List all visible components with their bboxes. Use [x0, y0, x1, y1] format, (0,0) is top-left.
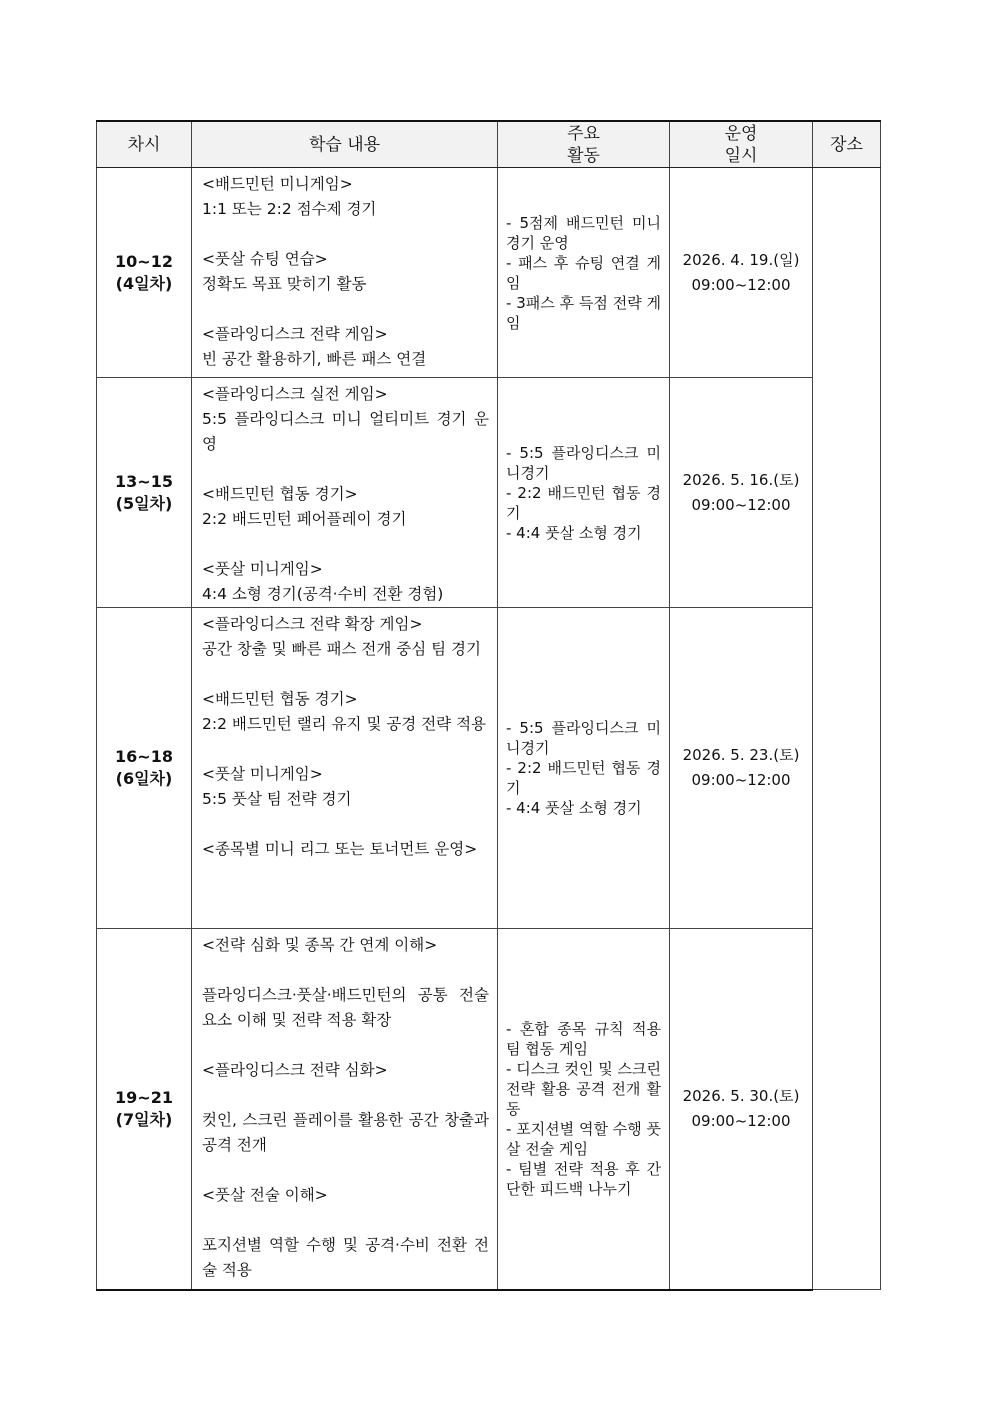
activity-item: - 4:4 풋살 소형 경기: [506, 799, 642, 817]
header-content: 학습 내용: [192, 121, 498, 168]
session-order-text: (6일차): [115, 769, 173, 788]
learning-content: [192, 608, 498, 929]
operation-date: 2026. 5. 23.(토): [682, 746, 800, 764]
table-row: [97, 378, 881, 608]
content-line: 컷인, 스크린 플레이를 활용한 공간 창출과 공격 전개: [202, 1111, 494, 1154]
session-order-text: (5일차): [115, 493, 173, 513]
operation-time: 09:00~12:00: [691, 771, 791, 789]
content-line: <플라잉디스크 전략 심화>: [202, 1061, 388, 1079]
content-line: <종목별 미니 리그 또는 토너먼트 운영>: [202, 840, 478, 858]
activity-item: - 혼합 종목 규칙 적용 팀 협동 게임: [506, 1019, 666, 1058]
table-row: [97, 929, 881, 1290]
learning-content: [192, 929, 498, 1290]
activity-item: - 3패스 후 득점 전략 게임: [506, 293, 661, 332]
operation-date: 2026. 5. 30.(토): [682, 1086, 800, 1105]
operation-time: 09:00~12:00: [691, 1111, 791, 1130]
learning-content: [192, 378, 498, 608]
activity-item: - 5:5 플라잉디스크 미니경기: [506, 443, 661, 482]
table-header-row: [97, 121, 881, 168]
content-line: <풋살 슈팅 연습>: [202, 250, 328, 268]
main-activity: [498, 378, 670, 608]
content-line: 5:5 플라잉디스크 미니 얼티미트 경기 운영: [202, 410, 489, 453]
operation-datetime: [670, 378, 813, 608]
main-activity: [498, 608, 670, 929]
content-line: 2:2 배드민턴 랠리 유지 및 공경 전략 적용: [202, 715, 487, 733]
operation-date: 2026. 5. 16.(토): [682, 470, 800, 489]
content-line: <플라잉디스크 실전 게임>: [202, 385, 388, 403]
learning-content: [192, 168, 498, 378]
table-row: [97, 608, 881, 929]
content-line: <배드민턴 협동 경기>: [202, 485, 358, 503]
table-row: [97, 168, 881, 378]
content-line: 공간 창출 및 빠른 패스 전개 중심 팀 경기: [202, 640, 481, 658]
activity-item: - 2:2 배드민턴 협동 경기: [506, 483, 661, 522]
session-order: [97, 378, 192, 608]
content-line: 플라잉디스크·풋살·배드민턴의 공통 전술 요소 이해 및 전략 적용 확장: [202, 986, 494, 1029]
content-line: 2:2 배드민턴 페어플레이 경기: [202, 510, 407, 528]
content-line: <풋살 전술 이해>: [202, 1186, 328, 1204]
content-line: 4:4 소형 경기(공격·수비 전환 경험): [202, 585, 444, 603]
activity-item: - 5점제 배드민턴 미니경기 운영: [506, 213, 661, 252]
operation-time: 09:00~12:00: [691, 495, 791, 514]
operation-datetime: [670, 929, 813, 1290]
session-order: [97, 608, 192, 929]
session-order: [97, 929, 192, 1290]
activity-item: - 2:2 배드민턴 협동 경기: [506, 759, 661, 797]
activity-item: - 4:4 풋살 소형 경기: [506, 523, 642, 542]
activity-item: - 5:5 플라잉디스크 미니경기: [506, 719, 661, 757]
schedule-table: [96, 120, 881, 1291]
operation-date: 2026. 4. 19.(일): [682, 250, 800, 269]
activity-item: - 디스크 컷인 및 스크린 전략 활용 공격 전개 활동: [506, 1059, 666, 1118]
content-line: <플라잉디스크 전략 게임>: [202, 325, 388, 343]
content-line: 포지션별 역할 수행 및 공격·수비 전환 전술 적용: [202, 1236, 489, 1279]
content-line: <풋살 미니게임>: [202, 765, 323, 783]
content-line: 정확도 목표 맞히기 활동: [202, 275, 367, 293]
activity-item: - 팀별 전략 적용 후 간단한 피드백 나누기: [506, 1159, 661, 1198]
session-order-text: 16~18: [115, 747, 173, 766]
main-activity: [498, 929, 670, 1290]
header-activity: 주요 활동: [498, 121, 670, 168]
session-order-text: 13~15: [115, 471, 173, 491]
content-line: 1:1 또는 2:2 점수제 경기: [202, 200, 377, 218]
content-line: 빈 공간 활용하기, 빠른 패스 연결: [202, 350, 427, 368]
activity-item: - 포지션별 역할 수행 풋살 전술 게임: [506, 1119, 661, 1158]
session-order-text: 10~12: [115, 251, 173, 271]
main-activity: [498, 168, 670, 378]
session-order-text: 19~21: [115, 1087, 173, 1107]
session-order: [97, 168, 192, 378]
content-line: <전략 심화 및 종목 간 연계 이해>: [202, 936, 438, 954]
operation-time: 09:00~12:00: [691, 275, 791, 294]
content-line: <풋살 미니게임>: [202, 560, 323, 578]
header-place: 장소: [813, 121, 881, 168]
operation-datetime: [670, 168, 813, 378]
operation-datetime: [670, 608, 813, 929]
place-cell: [813, 168, 881, 1290]
session-order-text: (4일차): [115, 273, 173, 293]
content-line: <배드민턴 협동 경기>: [202, 690, 358, 708]
content-line: <플라잉디스크 전략 확장 게임>: [202, 615, 423, 633]
activity-item: - 패스 후 슈팅 연결 게임: [506, 253, 661, 292]
session-order-text: (7일차): [115, 1109, 173, 1129]
content-line: 5:5 풋살 팀 전략 경기: [202, 790, 352, 808]
content-line: <배드민턴 미니게임>: [202, 175, 353, 193]
header-date: 운영 일시: [670, 121, 813, 168]
header-order: 차시: [97, 121, 192, 168]
